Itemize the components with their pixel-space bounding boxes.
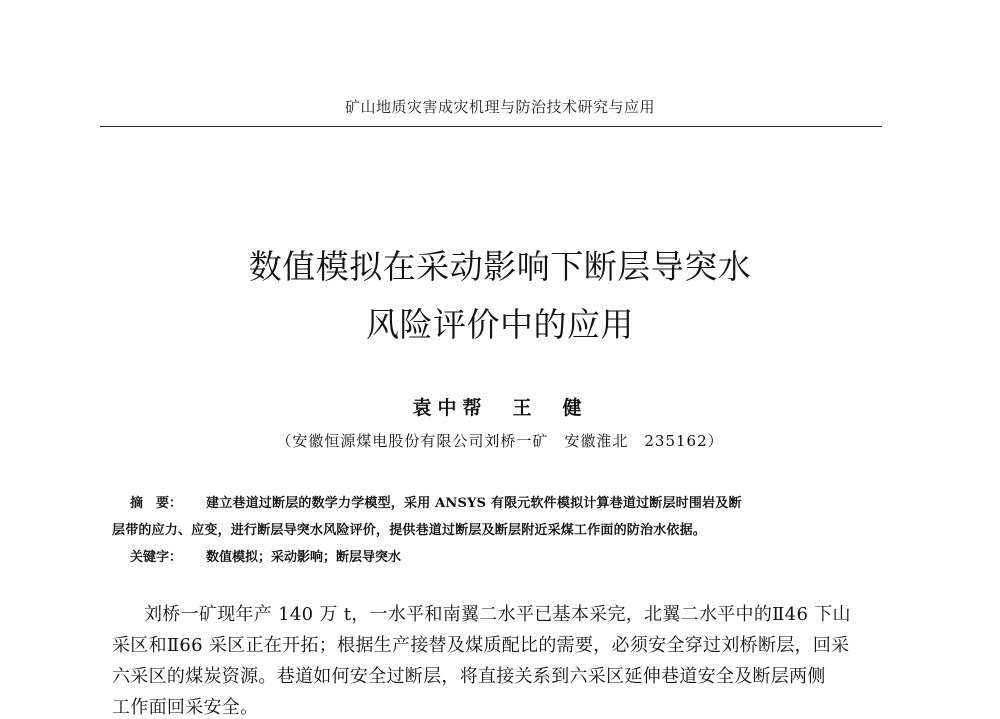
body-paragraph-line-1: 刘桥一矿现年产 140 万 t，一水平和南翼二水平已基本采完，北翼二水平中的Ⅱ46 下山 <box>144 604 851 625</box>
body-paragraph-line-2: 采区和Ⅱ66 采区正在开拓；根据生产接替及煤质配比的需要，必须安全穿过刘桥断层，回采 <box>112 635 850 656</box>
abstract-label: 摘 要： <box>130 496 183 511</box>
affiliation: （安徽恒源煤电股份有限公司刘桥一矿 安徽淮北 235162） <box>276 432 724 450</box>
running-header: 矿山地质灾害成灾机理与防治技术研究与应用 <box>344 98 655 116</box>
keywords-label: 关键字： <box>130 550 183 565</box>
body-paragraph-line-4: 工作面回采安全。 <box>112 697 259 718</box>
body-paragraph-line-3: 六采区的煤炭资源。巷道如何安全过断层，将直接关系到六采区延伸巷道安全及断层两侧 <box>112 666 826 687</box>
abstract-line-2: 层带的应力、应变，进行断层导突水风险评价，提供巷道过断层及断层附近采煤工作面的防治水依据。 <box>112 523 707 538</box>
article-title-line-1: 数值模拟在采动影响下断层导突水 <box>248 247 752 286</box>
abstract-line-1: 建立巷道过断层的数学力学模型，采用 ANSYS 有限元软件模拟计算巷道过断层时围岩及断 <box>206 496 742 511</box>
authors: 袁中帮 王 健 <box>412 397 588 419</box>
header-rule <box>100 126 882 127</box>
article-title-line-2: 风险评价中的应用 <box>366 305 634 344</box>
keywords-text: 数值模拟；采动影响；断层导突水 <box>206 550 402 565</box>
